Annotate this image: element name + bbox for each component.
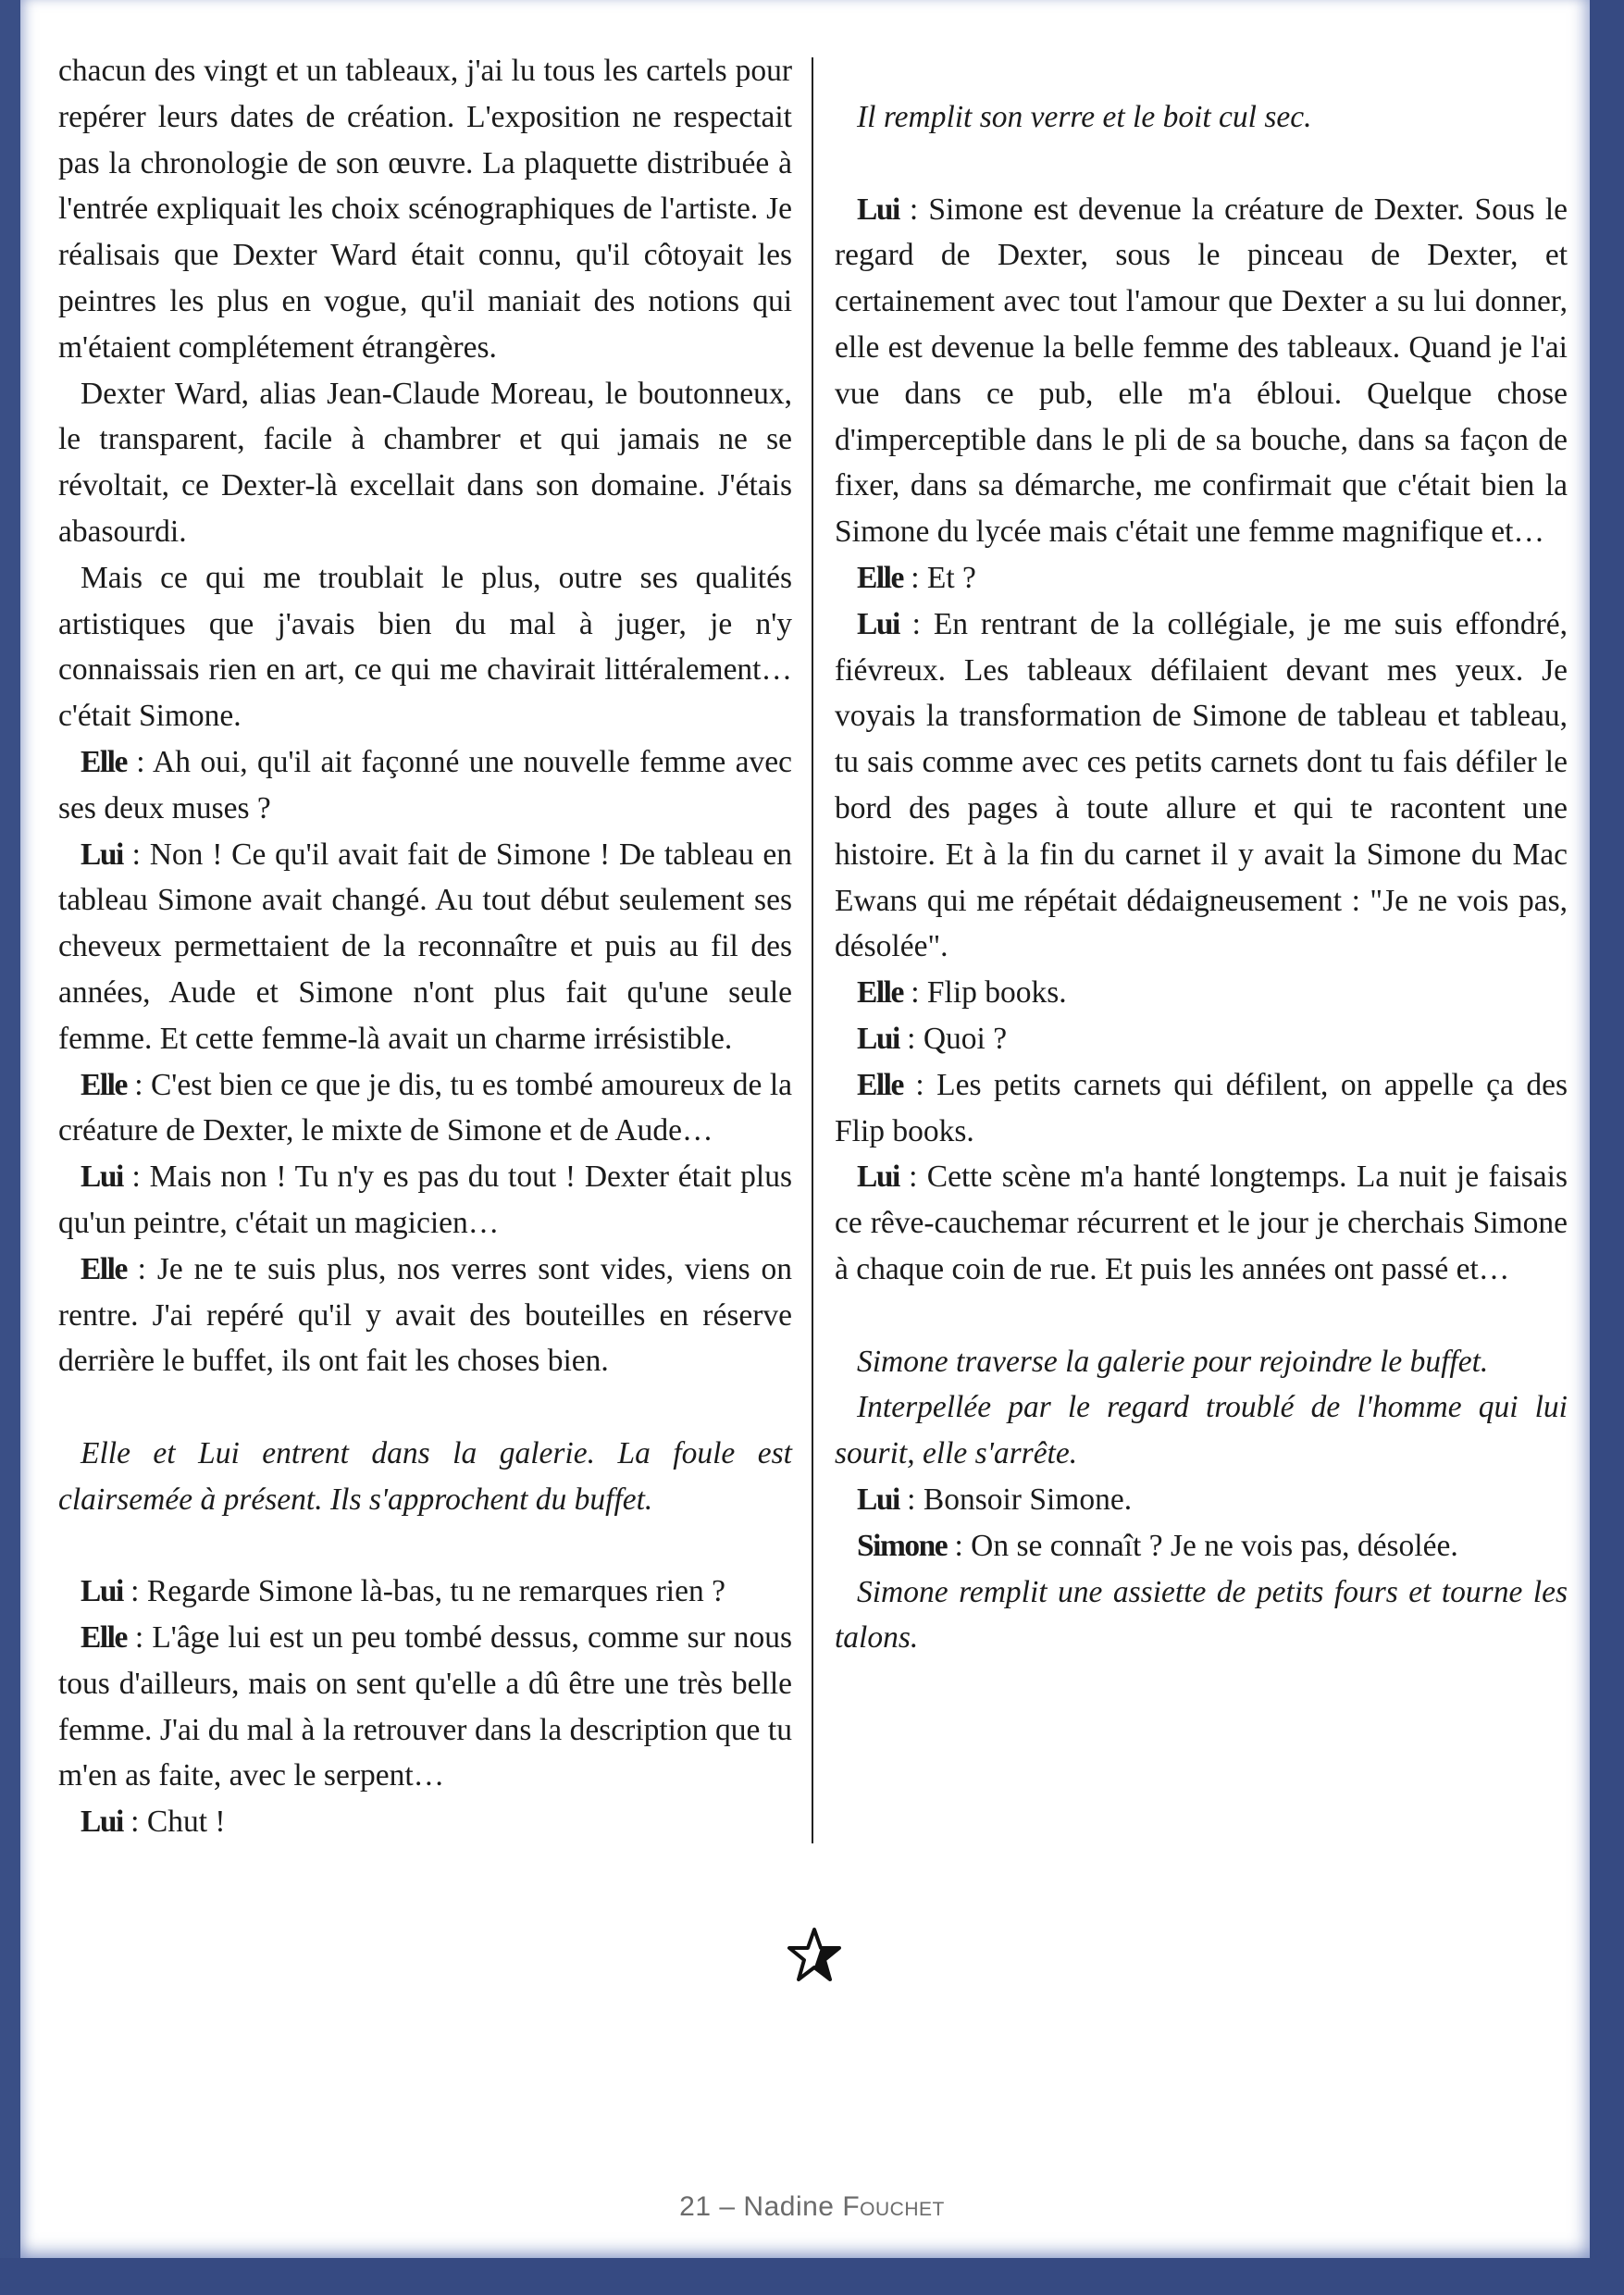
dialogue-line bbox=[58, 1154, 792, 1247]
dialogue-line bbox=[835, 1523, 1568, 1569]
dialogue-text: : C'est bien ce que je dis, tu es tombé amoureux de la créature de Dexter, le mixte de Simone et de Aude… bbox=[58, 1067, 792, 1148]
speaker-name: Elle bbox=[81, 1251, 127, 1286]
dialogue-line bbox=[58, 1569, 792, 1615]
column-divider bbox=[812, 57, 813, 1843]
speaker-name: Lui bbox=[81, 1805, 123, 1840]
dialogue-text: : Les petits carnets qui défilent, on appelle ça des Flip books. bbox=[835, 1067, 1568, 1148]
footer-separator: – bbox=[711, 2191, 744, 2222]
dialogue-line bbox=[58, 739, 792, 832]
page-frame-right bbox=[1590, 0, 1624, 2295]
author-last-name: Fouchet bbox=[842, 2191, 945, 2222]
star-icon bbox=[786, 1927, 841, 1984]
speaker-name: Simone bbox=[857, 1528, 948, 1563]
dialogue-line bbox=[58, 1799, 792, 1845]
dialogue-text: : On se connaît ? Je ne vois pas, désolée. bbox=[947, 1528, 1458, 1563]
dialogue-text: : L'âge lui est un peu tombé dessus, comme sur nous tous d'ailleurs, mais on sent qu'elle a dû être une très belle femme. J'ai du mal à la retrouver dans la description que tu m'en as faite, avec le serpent… bbox=[58, 1620, 792, 1793]
speaker-name: Elle bbox=[81, 1067, 127, 1102]
right-column bbox=[835, 48, 1568, 1661]
dialogue-text: : Je ne te suis plus, nos verres sont vides, viens on rentre. J'ai repéré qu'il y avait des bouteilles en réserve derrière le buffet, ils ont fait les choses bien. bbox=[58, 1251, 792, 1379]
dialogue-line bbox=[835, 970, 1568, 1016]
dialogue-line bbox=[835, 1062, 1568, 1155]
speaker-name: Elle bbox=[857, 1067, 903, 1102]
speaker-name: Lui bbox=[857, 1021, 899, 1056]
page-frame-left bbox=[0, 0, 20, 2295]
author-first-name: Nadine bbox=[743, 2191, 835, 2222]
spacer bbox=[835, 141, 1568, 187]
speaker-name: Elle bbox=[81, 1620, 127, 1656]
page-number: 21 bbox=[679, 2191, 712, 2222]
dialogue-text: : Chut ! bbox=[122, 1805, 226, 1840]
speaker-name: Lui bbox=[857, 606, 899, 641]
speaker-name: Lui bbox=[857, 1482, 899, 1517]
spacer bbox=[58, 1384, 792, 1431]
dialogue-text: : Cette scène m'a hanté longtemps. La nuit je faisais ce rêve-cauchemar récurrent et le jour je cherchais Simone à chaque coin de rue. Et puis les années ont passé et… bbox=[835, 1160, 1568, 1286]
dialogue-line bbox=[835, 1016, 1568, 1062]
spacer bbox=[58, 1523, 792, 1569]
dialogue-text: : Regarde Simone là-bas, tu ne remarques rien ? bbox=[122, 1574, 725, 1609]
speaker-name: Lui bbox=[857, 1160, 899, 1195]
speaker-name: Lui bbox=[81, 1574, 123, 1609]
dialogue-line bbox=[58, 1615, 792, 1799]
dialogue-line bbox=[58, 832, 792, 1062]
dialogue-text: : En rentrant de la collégiale, je me suis effondré, fiévreux. Les tableaux défilaient devant mes yeux. Je voyais la transformation de Simone de tableau et tableau, tu sais comme avec ces petits carnets dont tu fais défiler le bord des pages à toute allure et qui te racontent une histoire. Et à la fin du carnet il y avait la Simone du Mac Ewans qui me répétait dédaigneusement : "Je ne vois pas, désolée". bbox=[835, 606, 1568, 964]
speaker-name: Lui bbox=[81, 837, 123, 872]
stage-direction: Interpellée par le regard troublé de l'homme qui lui sourit, elle s'arrête. bbox=[835, 1390, 1568, 1471]
stage-direction: Simone traverse la galerie pour rejoindre le buffet. bbox=[857, 1344, 1489, 1379]
paragraph: Dexter Ward, alias Jean-Claude Moreau, le boutonneux, le transparent, facile à chambrer et qui jamais ne se révoltait, ce Dexter-là excellait dans son domaine. J'étais abasourdi. bbox=[58, 376, 792, 549]
dialogue-line bbox=[835, 555, 1568, 602]
dialogue-text: : Simone est devenue la créature de Dexter. Sous le regard de Dexter, sous le pinceau de Dexter, et certainement avec tout l'amour que Dexter a su lui donner, elle est devenue la belle femme des tableaux. Quand je l'ai vue dans ce pub, elle m'a ébloui. Quelque chose d'imperceptible dans le pli de sa bouche, dans sa façon de fixer, dans sa démarche, me confirmait que c'était bien la Simone du lycée mais c'était une femme magnifique et… bbox=[835, 192, 1568, 550]
dialogue-text: : Mais non ! Tu n'y es pas du tout ! Dexter était plus qu'un peintre, c'était un magicien… bbox=[58, 1160, 792, 1240]
dialogue-line bbox=[835, 1477, 1568, 1523]
speaker-name: Elle bbox=[81, 744, 127, 779]
left-column bbox=[58, 48, 792, 1845]
dialogue-text: : Non ! Ce qu'il avait fait de Simone ! De tableau en tableau Simone avait changé. Au tout début seulement ses cheveux permettaient de la reconnaître et puis au fil des années, Aude et Simone n'ont plus fait qu'une seule femme. Et cette femme-là avait un charme irrésistible. bbox=[58, 837, 792, 1056]
dialogue-text: : Et ? bbox=[902, 560, 976, 595]
dialogue-line bbox=[58, 1062, 792, 1155]
paragraph: Mais ce qui me troublait le plus, outre ses qualités artistiques que j'avais bien du mal à juger, je n'y connaissais rien en art, ce qui me chavirait littéralement… c'était Simone. bbox=[58, 560, 792, 734]
dialogue-text: : Ah oui, qu'il ait façonné une nouvelle femme avec ses deux muses ? bbox=[58, 744, 792, 825]
page-frame-bottom bbox=[0, 2258, 1624, 2295]
stage-direction: Elle et Lui entrent dans la galerie. La foule est clairsemée à présent. Ils s'approchent du buffet. bbox=[58, 1435, 792, 1517]
stage-direction: Simone remplit une assiette de petits fours et tourne les talons. bbox=[835, 1574, 1568, 1656]
stage-direction: Il remplit son verre et le boit cul sec. bbox=[857, 100, 1312, 134]
page-footer bbox=[0, 2191, 1624, 2223]
speaker-name: Lui bbox=[857, 192, 899, 227]
dialogue-text: : Bonsoir Simone. bbox=[899, 1482, 1133, 1517]
speaker-name: Lui bbox=[81, 1160, 123, 1195]
speaker-name: Elle bbox=[857, 560, 903, 595]
spacer bbox=[835, 1293, 1568, 1339]
dialogue-text: : Flip books. bbox=[902, 975, 1067, 1011]
dialogue-line bbox=[835, 1154, 1568, 1292]
dialogue-text: : Quoi ? bbox=[899, 1021, 1008, 1056]
dialogue-line bbox=[58, 1247, 792, 1384]
speaker-name: Elle bbox=[857, 975, 903, 1011]
paragraph: chacun des vingt et un tableaux, j'ai lu tous les cartels pour repérer leurs dates de création. L'exposition ne respectait pas la chronologie de son œuvre. La plaquette distribuée à l'entrée expliquait les choix scénographiques de l'artiste. Je réalisais que Dexter Ward était connu, qu'il côtoyait les peintres les plus en vogue, qu'il maniait des notions qui m'étaient complétement étrangères. bbox=[58, 54, 792, 365]
dialogue-line bbox=[835, 187, 1568, 555]
dialogue-line bbox=[835, 602, 1568, 970]
